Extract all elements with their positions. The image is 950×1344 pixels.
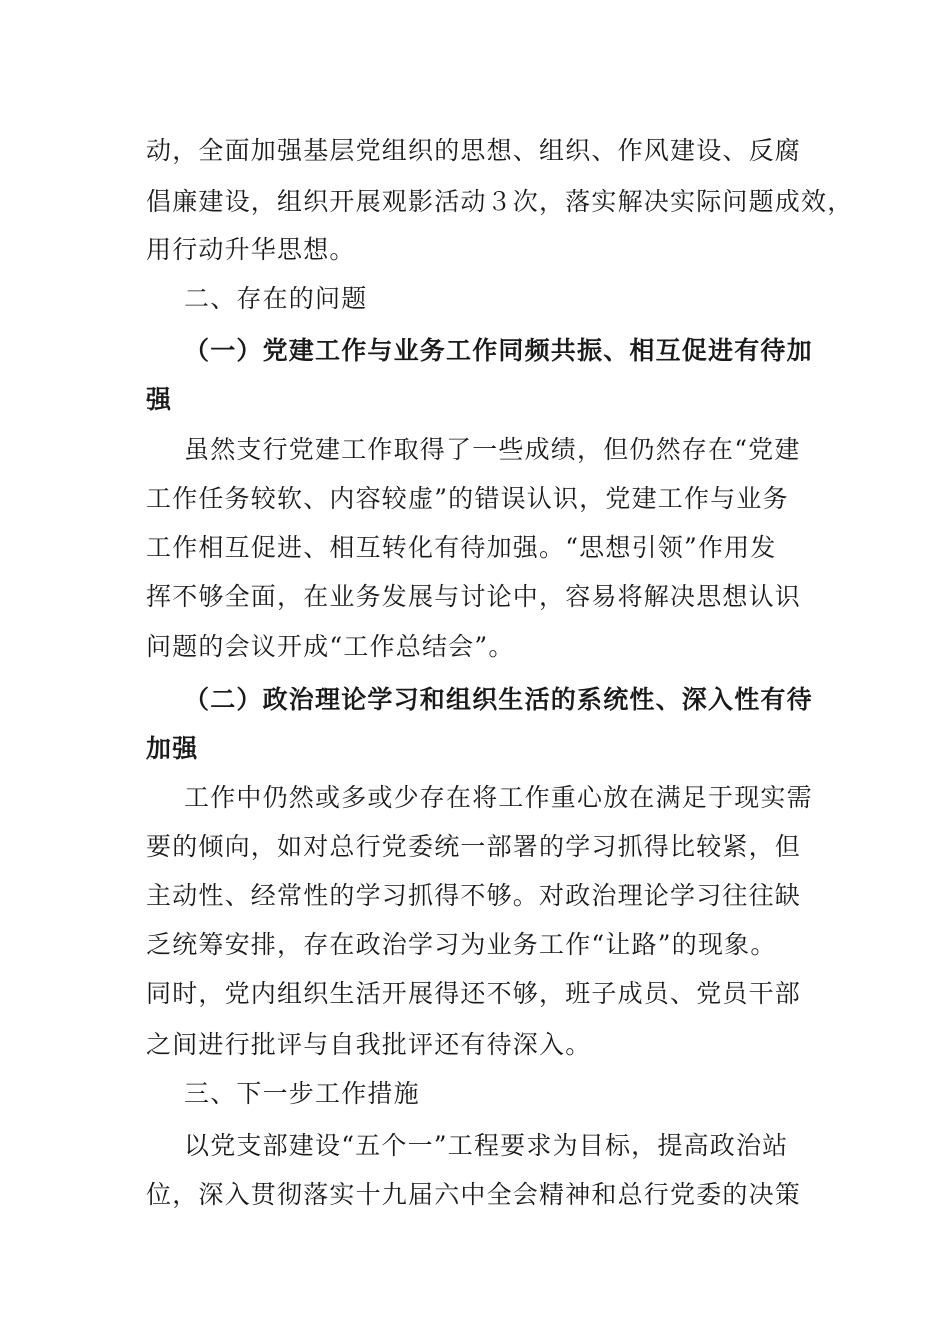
body-text-line: 动，全面加强基层党组织的思想、组织、作风建设、反腐 (146, 136, 802, 165)
body-text-line: 工作任务较软、内容较虚”的错误认识，党建工作与业务 (146, 484, 789, 513)
body-text-line: 虽然支行党建工作取得了一些成绩，但仍然存在“党建 (184, 435, 801, 464)
body-text-line: 工作中仍然或多或少存在将工作重心放在满足于现实需 (184, 783, 813, 812)
body-text-line: 工作相互促进、相互转化有待加强。“思想引领”作用发 (146, 533, 777, 562)
subsection-heading: （二）政治理论学习和组织生活的系统性、深入性有待 (184, 685, 813, 714)
body-text-line: 乏统筹安排，存在政治学习为业务工作“让路”的现象。 (146, 930, 777, 959)
body-text-line: 用行动升华思想。 (146, 235, 356, 264)
body-text-line: 以党支部建设“五个一”工程要求为目标，提高政治站 (184, 1131, 789, 1160)
body-text-line: 之间进行批评与自我批评还有待深入。 (146, 1030, 592, 1059)
section-heading: 二、存在的问题 (184, 284, 368, 313)
subsection-heading: （一）党建工作与业务工作同频共振、相互促进有待加 (184, 336, 813, 365)
body-text-line: 主动性、经常性的学习抓得不够。对政治理论学习往往缺 (146, 881, 802, 910)
subsection-heading-continued: 强 (146, 385, 173, 414)
subsection-heading-continued: 加强 (146, 734, 199, 763)
body-text-line: 同时，党内组织生活开展得还不够，班子成员、党员干部 (146, 979, 802, 1008)
body-text-line: 位，深入贯彻落实十九届六中全会精神和总行党委的决策 (146, 1180, 802, 1209)
body-text-line: 问题的会议开成“工作总结会”。 (146, 632, 515, 661)
body-text-line: 挥不够全面，在业务发展与讨论中，容易将解决思想认识 (146, 582, 802, 611)
section-heading: 三、下一步工作措施 (184, 1079, 420, 1108)
body-text-line: 倡廉建设，组织开展观影活动３次，落实解决实际问题成效， (146, 187, 854, 216)
body-text-line: 要的倾向，如对总行党委统一部署的学习抓得比较紧，但 (146, 832, 802, 861)
